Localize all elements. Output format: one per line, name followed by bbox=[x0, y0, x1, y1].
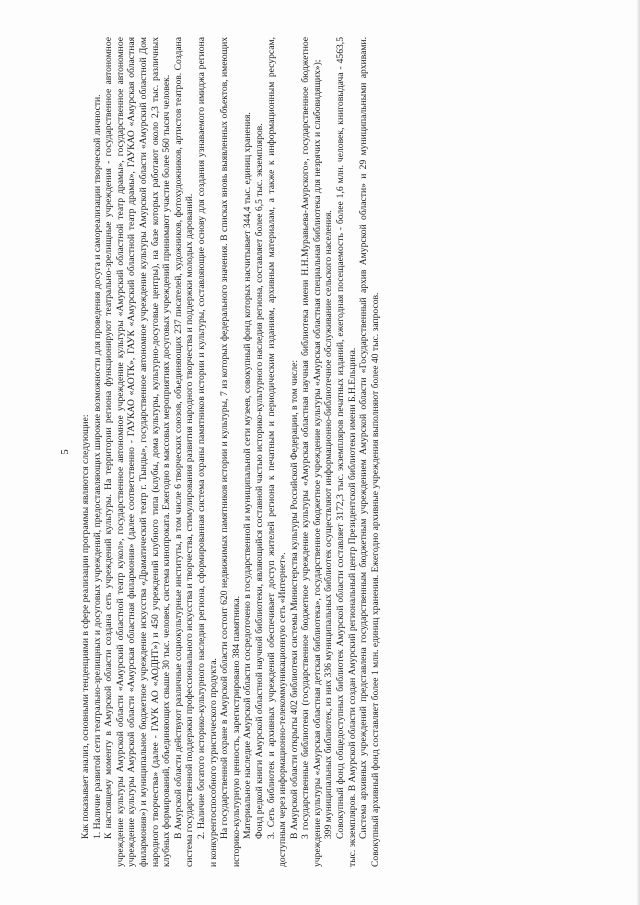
paragraph-state-libraries: 3 государственные библиотеки (государственное бюджетное учреждение культуры «Амурская областная научная библиотека имени Н.Н.Муравьева-Амурского», государственное бюджетное учреждение культуры «Амурская областная детская библиотека», государственное бюджетное учреждение культуры «Амурская областная специальная библиотека для незрячих и слабовидящих»); bbox=[300, 37, 323, 867]
paragraph-municipal-libraries: 399 муниципальных библиотек, из них 336 муниципальных библиотек осуществляют информационно-библиотечное обслуживание сельского населения. bbox=[323, 210, 335, 839]
paragraph-social-institutes: В Амурской области действуют различные социокультурные институты, в том числе 6 творческих союзов, объединяющих 237 писателей, художников, фотохудожников, артистов театров. Создана система государственной поддержки профессионального искусства и творчества, стимулирования развития народного творчества и поддержки молодых дарований. bbox=[172, 37, 196, 867]
paragraph-rare-books: Фонд редкой книги Амурской областной научной библиотеки, являющийся составной частью историко-культурного наследия региона, составляет более 6,5 тыс. экземпляров. bbox=[253, 123, 265, 839]
paragraph-intro: Как показывает анализ, основными тенденциями в сфере реализации программы являются следующие: bbox=[80, 414, 91, 839]
rotated-text-block bbox=[60, 37, 580, 867]
paragraph-item-1: 1. Наличие развитой сети театрально-зрелищных и досуговых учреждений, предоставляющих широкие возможности для проведения досуга и самореализации творческой личности. bbox=[91, 94, 103, 839]
paragraph-museums: Материальное наследие Амурской области сосредоточено в государственной и муниципальной сети музеев, совокупный фонд которых насчитывает 344,4 тыс. единиц хранения. bbox=[242, 112, 254, 839]
paragraph-libraries: В Амурской области открыты 402 библиотеки системы Министерства культуры Российской Федерации, в том числе: bbox=[288, 359, 300, 839]
paragraph-institutions: К настоящему моменту в Амурской области создана сеть учреждений культуры. На территории региона функционируют театрально-зрелищные учреждения - государственное автономное учреждение культуры Амурской области «Амурский областной театр кукол», государственное автономное учреждение культуры «Амурский областной театр драмы», государственное автономное учреждение культуры Амурской области «Амурская областная филармония» (далее соответственно - ГАУКАО «АОТК», ГАУК «Амурский областной театр драмы», ГАУКАО «Амурская областная филармония») и муниципальное бюджетное учреждение искусства «Драматический театр г. Тынды», государственное автономное учреждение культуры Амурской области «Амурский областной Дом народного творчества» (далее - ГАУК АО «АОДНТ») и 450 учреждений клубного типа (клубы, дома культуры, культурно-досуговые центры), на базе которых работают около 2,3 тыс. различных клубных формирований, объединяющих свыше 30 тыс. человек, система кинопроката. Ежегодно в массовых мероприятиях досуговых учреждений принимают участие более 560 тысяч человек. bbox=[103, 37, 173, 867]
paragraph-monuments: На государственной охране в Амурской области состоит 620 недвижимых памятников истории и культуры, 7 из которых федерального значения. В списках вновь выявленных объектов, имеющих историко-культурную ценность, зарегистрировано 384 памятника. bbox=[219, 37, 242, 867]
paragraph-archives: Система архивных учреждений представлена государственным бюджетным учреждением Амурской области «Государственный архив Амурской области» и 29 муниципальными архивами. Совокупный архивный фонд составляет более 1 млн. единиц хранения. Ежегодно архивные учреждения выполняют более 40 тыс. запросов. bbox=[358, 37, 381, 867]
paragraph-item-2: 2. Наличие богатого историко-культурного наследия региона, сформированная система охраны памятников истории и культуры, составляющие основу для создания узнаваемого имиджа региона и конкурентоспособного туристического продукта. bbox=[195, 37, 219, 867]
page-edge bbox=[636, 0, 640, 905]
page-number: 5 bbox=[60, 449, 71, 455]
paragraph-library-fund: Совокупный фонд общедоступных библиотек Амурской области составляет 3172,3 тыс. экземпляров печатных изданий, ежегодная посещаемость - более 1,6 млн. человек, книговыдача - 4563,5 тыс. экземпляров. В Амурской области создан Амурский региональный центр Президентской библиотеки имени Б.Н.Ельцина. bbox=[335, 37, 358, 867]
document-body bbox=[80, 37, 381, 867]
paragraph-item-3: 3. Сеть библиотек и архивных учреждений обеспечивает доступ жителей региона к печатным и периодическим изданиям, архивным материалам, а также к информационным ресурсам, доступным через информационно-телекоммуникационную сеть «Интернет». bbox=[265, 37, 289, 867]
